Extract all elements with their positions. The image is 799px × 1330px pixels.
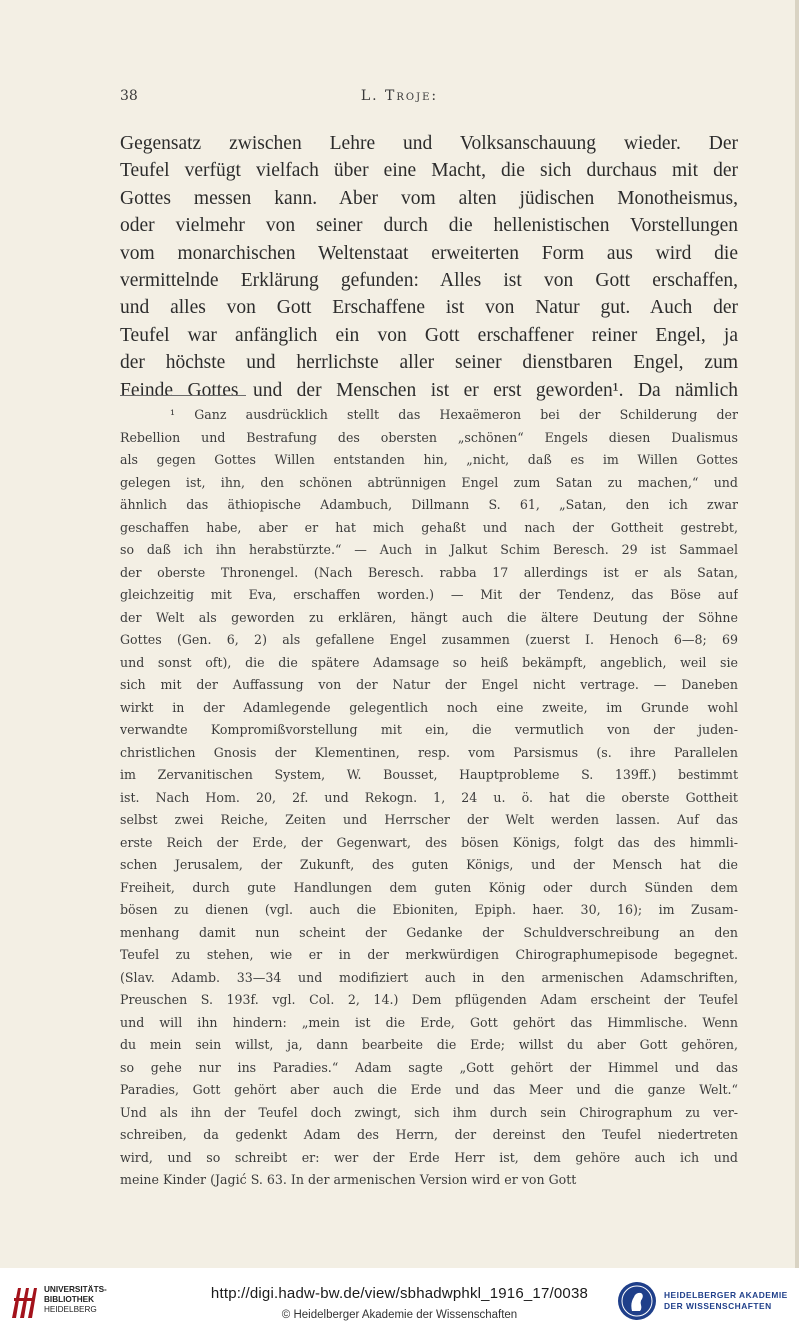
academy-line: DER WISSENSCHAFTEN: [664, 1301, 772, 1311]
footnote-line: ähnlich das äthiopische Adambuch, Dillmann S. 61, „Satan, den ich zwar: [120, 497, 738, 512]
permalink-url[interactable]: http://digi.hadw-bw.de/view/sbhadwphkl_1916_17/0038: [210, 1285, 589, 1302]
footnote-line: gleichzeitig mit Eva, erschaffen worden.) — Mit der Tendenz, das Böse auf: [120, 587, 738, 602]
footnote-line: christlichen Gnosis der Klementinen, resp. vom Parsismus (s. ihre Parallelen: [120, 744, 738, 760]
footnote-line: wirkt in der Adamlegende gelegentlich noch eine zweite, im Grunde wohl: [120, 699, 738, 715]
text-line: und alles von Gott Erschaffene ist von Natur gut. Auch der: [120, 297, 738, 319]
footnote-line: Gottes (Gen. 6, 2) als gefallene Engel zusammen (zuerst I. Henoch 6—8; 69: [120, 632, 738, 647]
page-edge: [795, 0, 799, 1268]
footnote-line: schen Jerusalem, der Zukunft, des guten Königs, und der Mensch hat die: [120, 857, 738, 872]
footnote-line: du mein sein willst, ja, dann bearbeite die Erde; willst du aber Gott gehören,: [120, 1037, 738, 1052]
university-line: UNIVERSITÄTS-: [44, 1285, 107, 1294]
footnote-line: und sonst oft), die die spätere Adamsage so heiß bekämpft, angeblich, weil sie: [120, 654, 738, 670]
footnote-line: so gehe nur ins Paradies.“ Adam sagte „Gott gehört der Himmel und das: [120, 1059, 738, 1075]
footnote-line: Freiheit, durch gute Handlungen dem guten König oder durch Sünden dem: [120, 879, 738, 895]
footnote-divider: [120, 395, 246, 396]
footnote-line: erste Reich der Erde, der Gegenwart, des bösen Königs, folgt das des himmli-: [120, 834, 738, 850]
footnote-line: der oberste Thronengel. (Nach Beresch. rabba 17 allerdings ist er als Satan,: [120, 564, 738, 580]
footnote-line: schreiben, da gedenkt Adam des Herrn, der dereinst den Teufel niedertreten: [120, 1127, 738, 1142]
footnote-line: meine Kinder (Jagić S. 63. In der armenischen Version wird er von Gott: [120, 1172, 577, 1187]
text-line: vom monarchischen Weltenstaat erweiterten Form aus wird die: [120, 242, 738, 264]
footnote-line: wird, und so schreibt er: wer der Erde Herr ist, dem gehöre auch ich und: [120, 1149, 738, 1165]
footnote-line: im Zervanitischen System, W. Bousset, Hauptprobleme S. 139ff.) bestimmt: [120, 767, 738, 782]
footnote-line: Preuschen S. 193f. vgl. Col. 2, 14.) Dem pflügenden Adam erscheint der Teufel: [120, 992, 738, 1007]
text-line: Gegensatz zwischen Lehre und Volksanschauung wieder. Der: [120, 133, 738, 154]
copyright-notice: © Heidelberger Akademie der Wissenschaften: [281, 1309, 518, 1321]
footnote-line: Rebellion und Bestrafung des obersten „schönen“ Engels diesen Dualismus: [120, 429, 738, 445]
footnote-line: (Slav. Adamb. 33—34 und modifiziert auch in den armenischen Adamschriften,: [120, 969, 738, 985]
footnote-line: Paradies, Gott gehört aber auch die Erde und das Meer und die ganze Welt.“: [120, 1082, 738, 1097]
university-line: BIBLIOTHEK: [44, 1295, 95, 1304]
running-head: L. Troje:: [360, 88, 439, 104]
text-line: Teufel war anfänglich ein von Gott erschaffener reiner Engel, ja: [120, 324, 738, 346]
footnote-line: als gegen Gottes Willen entstanden hin, „nicht, daß es im Willen Gottes: [120, 452, 738, 467]
text-line: Teufel verfügt vielfach über eine Macht, die sich durchaus mit der: [120, 160, 738, 182]
academy-line: HEIDELBERGER AKADEMIE: [664, 1290, 788, 1300]
text-line: vermittelnde Erklärung gefunden: Alles ist von Gott erschaffen,: [120, 269, 738, 291]
footnote-line: Und als ihn der Teufel doch zwingt, sich ihm durch sein Chirographum zu ver-: [120, 1104, 738, 1120]
text-line: der höchste und herrlichste aller seiner dienstbaren Engel, zum: [120, 352, 738, 374]
text-line: Feinde Gottes und der Menschen ist er erst geworden¹. Da nämlich: [120, 379, 738, 401]
page-number: 38: [120, 88, 138, 104]
text-line: oder vielmehr von seiner durch die hellenistischen Vorstellungen: [120, 215, 738, 237]
footnote-line: bösen zu dienen (vgl. auch die Ebioniten, Epiph. haer. 30, 16); im Zusam-: [120, 902, 738, 917]
footnote-line: verwandte Kompromißvorstellung mit ein, die vermutlich von der juden-: [120, 722, 738, 737]
footnote-line: und will ihn hindern: „mein ist die Erde, Gott gehört das Himmlische. Wenn: [120, 1014, 738, 1030]
footnote-line: so daß ich ihn herabstürzte.“ — Auch in Jalkut Schim Beresch. 29 ist Sammael: [120, 542, 738, 557]
viewer-footer: [0, 1268, 799, 1330]
footnote-line: sich mit der Auffassung von der Natur der Engel nicht vertrage. — Daneben: [120, 677, 738, 692]
footnote-line: der Welt als geworden zu erklären, hängt auch die ältere Deutung der Söhne: [120, 609, 738, 625]
footnote-line: ist. Nach Hom. 20, 2f. und Rekogn. 1, 24 u. ö. hat die oberste Gottheit: [120, 789, 738, 805]
academy-seal-icon[interactable]: [617, 1281, 657, 1321]
footnote-line: gelegen ist, ihn, den schönen abtrünnigen Engel zum Satan zu machen,“ und: [120, 474, 738, 490]
footnote-line: menhang damit nun scheint der Gedanke der Schuldverschreibung an den: [120, 924, 738, 940]
main-text: [120, 130, 738, 404]
footnote-line: Teufel zu stehen, wie er in der merkwürdigen Chirographumepisode begegnet.: [120, 947, 738, 962]
footnote: [120, 404, 738, 1192]
footnote-line: geschaffen habe, aber er hat mich gehaßt und nach der Gottheit gestrebt,: [120, 519, 738, 535]
footnote-line: ¹ Ganz ausdrücklich stellt das Hexaëmeron bei der Schilderung der: [170, 407, 738, 422]
text-line: Gottes messen kann. Aber vom alten jüdischen Monotheismus,: [120, 187, 738, 209]
university-line: HEIDELBERG: [44, 1305, 97, 1314]
academy-name: [664, 1290, 788, 1312]
footnote-line: selbst zwei Reiche, Zeiten und Herrscher der Welt werden lassen. Auf das: [120, 812, 738, 827]
